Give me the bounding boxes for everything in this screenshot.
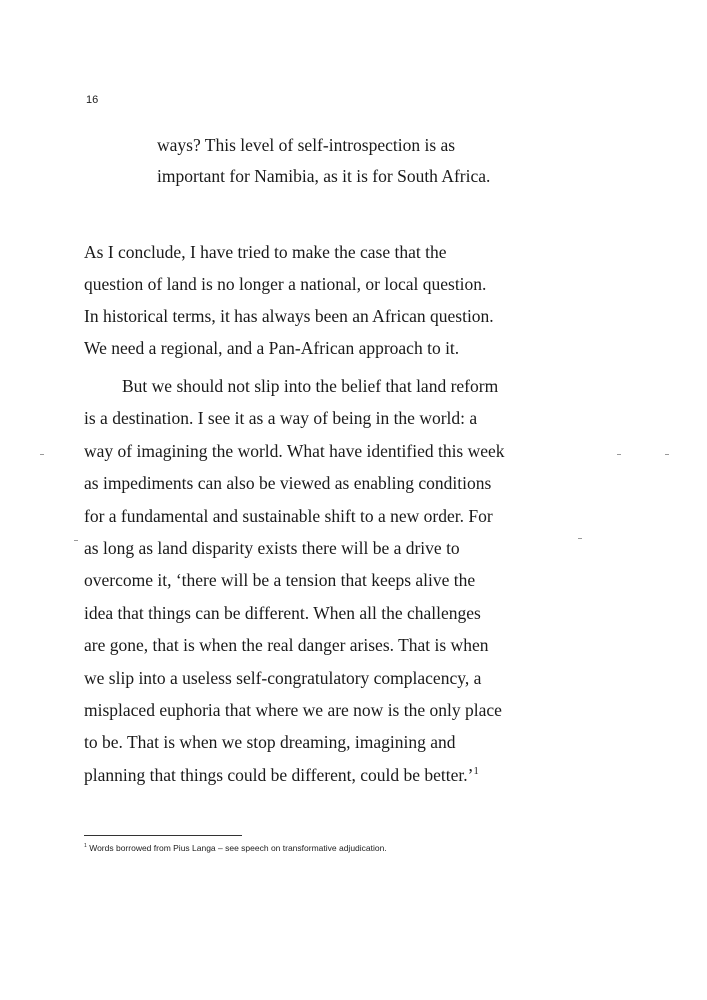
paragraph-line: to be. That is when we stop dreaming, imagining and — [84, 732, 456, 753]
paragraph-line: misplaced euphoria that where we are now is the only place — [84, 700, 502, 721]
paragraph-line: But we should not slip into the belief that land reform — [122, 376, 499, 396]
paragraph-line: As I conclude, I have tried to make the case that the — [84, 242, 447, 262]
scan-speck — [665, 454, 669, 455]
footnote-separator — [84, 835, 242, 836]
paragraph-land-reform — [84, 370, 505, 791]
paragraph-line: are gone, that is when the real danger arises. That is when — [84, 635, 489, 656]
paragraph-line: idea that things can be different. When all the challenges — [84, 602, 481, 623]
paragraph-line: In historical terms, it has always been an African question. — [84, 306, 494, 326]
paragraph-conclusion — [84, 236, 494, 364]
quote-line: important for Namibia, as it is for South Africa. — [157, 166, 491, 186]
scan-speck — [617, 454, 621, 455]
quote-line: ways? This level of self-introspection is as — [157, 135, 456, 155]
paragraph-line: We need a regional, and a Pan-African approach to it. — [84, 338, 460, 358]
paragraph-line-last — [84, 759, 505, 791]
footnote-reference[interactable]: 1 — [473, 766, 479, 778]
paragraph-line-text: planning that things could be different, could be better.’ — [84, 764, 474, 785]
footnote-text: Words borrowed from Pius Langa – see speech on transformative adjudication. — [86, 843, 387, 853]
page-number: 16 — [86, 94, 99, 106]
paragraph-line: for a fundamental and sustainable shift to a new order. For — [84, 505, 493, 526]
scan-speck — [40, 454, 44, 455]
paragraph-line: is a destination. I see it as a way of being in the world: a — [84, 408, 478, 429]
paragraph-line: overcome it, ‘there will be a tension that keeps alive the — [84, 570, 476, 591]
paragraph-line: as impediments can also be viewed as enabling conditions — [84, 473, 492, 494]
paragraph-line: we slip into a useless self-congratulatory complacency, a — [84, 667, 482, 688]
scan-speck — [74, 540, 78, 541]
paragraph-line: question of land is no longer a national, or local question. — [84, 274, 487, 294]
footnote-marker: 1 — [84, 843, 87, 850]
quote-block — [157, 130, 490, 192]
paragraph-line: way of imagining the world. What have identified this week — [84, 440, 505, 461]
paragraph-line: as long as land disparity exists there will be a drive to — [84, 538, 460, 559]
footnote — [84, 843, 387, 853]
scan-speck — [578, 538, 582, 539]
